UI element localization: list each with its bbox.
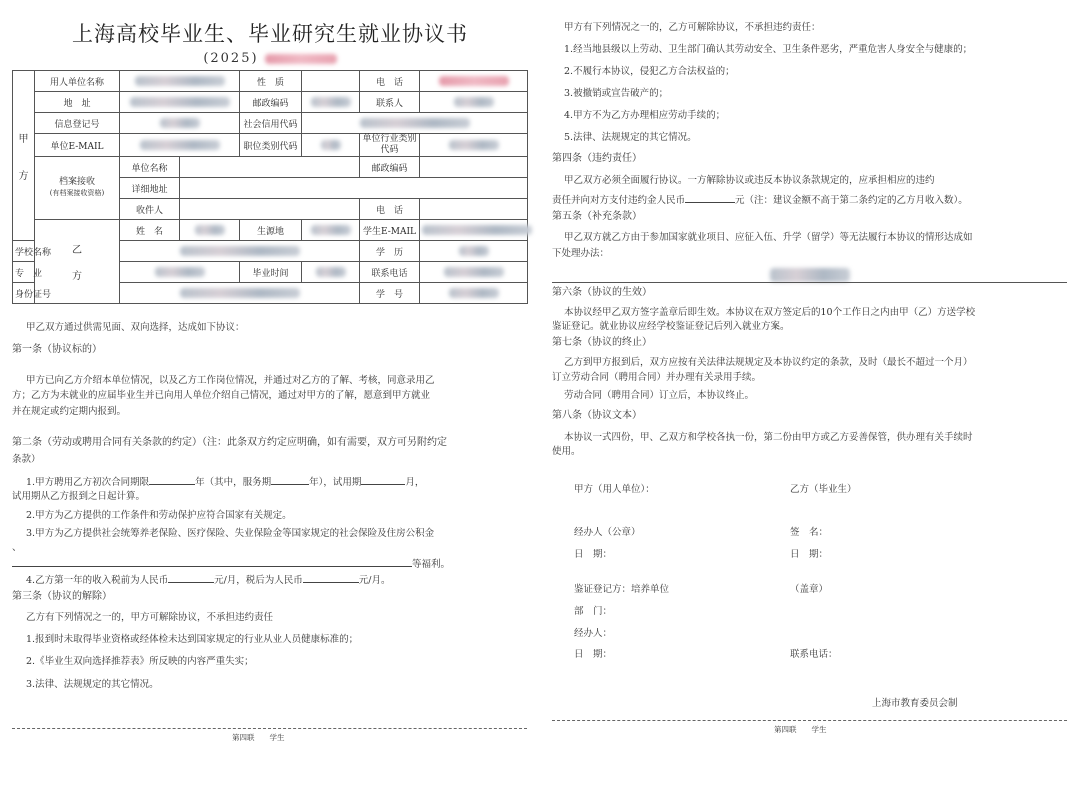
label-credit-code: 社会信用代码 bbox=[240, 113, 302, 134]
value-address[interactable] bbox=[120, 92, 240, 113]
label-education: 学 历 bbox=[360, 241, 420, 262]
value-detail-address[interactable] bbox=[180, 178, 528, 199]
article-2-title: 第二条（劳动或聘用合同有关条款的约定）（注：此条双方约定应明确，如有需要，双方可另附约定 bbox=[12, 437, 447, 448]
contact-phone-label[interactable]: 联系电话： bbox=[790, 649, 838, 660]
label-employer-name: 用人单位名称 bbox=[35, 71, 120, 92]
value-phone-2[interactable] bbox=[420, 199, 528, 220]
article-7-line-2: 订立劳动合同（聘用合同）并办理有关录用手续。 bbox=[552, 372, 762, 383]
date-a-label[interactable]: 日 期： bbox=[574, 549, 613, 560]
welfare-field[interactable] bbox=[12, 556, 412, 567]
value-employer-name[interactable] bbox=[120, 71, 240, 92]
label-unit-email: 单位E-MAIL bbox=[35, 134, 120, 157]
value-info-reg-no[interactable] bbox=[120, 113, 240, 134]
article-2-item-3-comma: 、 bbox=[12, 542, 22, 553]
article-3-intro: 乙方有下列情况之一的，甲方可解除协议，不承担违约责任 bbox=[26, 612, 274, 623]
label-phone: 电 话 bbox=[360, 71, 420, 92]
article-5-line-2: 下处理办法： bbox=[552, 248, 610, 259]
terminate-item-4: 4.甲方不为乙方办理相应劳动手续的； bbox=[564, 110, 726, 121]
label-student-email: 学生E-MAIL bbox=[360, 220, 420, 241]
article-4-line-2: 责任并向对方支付违约金人民币 元（注：建议金额不高于第二条约定的乙方月收入数）。 bbox=[552, 192, 968, 207]
label-student-no: 学 号 bbox=[360, 283, 420, 304]
year-text: (2025) bbox=[203, 51, 259, 66]
value-school-name[interactable] bbox=[120, 241, 360, 262]
after-tax-income-field[interactable] bbox=[303, 572, 359, 583]
label-nature: 性 质 bbox=[240, 71, 302, 92]
label-job-type-code: 职位类别代码 bbox=[240, 134, 302, 157]
label-unit-name: 单位名称 bbox=[120, 157, 180, 178]
article-5-title: 第五条（补充条款） bbox=[552, 211, 642, 222]
value-major[interactable] bbox=[120, 262, 240, 283]
party-b-sign-label: 乙方（毕业生） bbox=[790, 484, 857, 495]
value-student-no[interactable] bbox=[420, 283, 528, 304]
label-name: 姓 名 bbox=[120, 220, 180, 241]
article-6-line-2: 鉴证登记。就业协议应经学校鉴证登记后列入就业方案。 bbox=[552, 321, 790, 332]
service-years-field[interactable] bbox=[271, 474, 309, 485]
value-postcode-2[interactable] bbox=[420, 157, 528, 178]
agreement-intro: 甲乙双方通过供需见面、双向选择，达成如下协议： bbox=[26, 322, 245, 333]
label-postcode-2: 邮政编码 bbox=[360, 157, 420, 178]
article-2-item-3-welfare: 等福利。 bbox=[12, 556, 450, 571]
left-footer-label: 第四联 学生 bbox=[232, 733, 285, 742]
seal-label: （盖章） bbox=[790, 584, 829, 595]
document-title: 上海高校毕业生、毕业研究生就业协议书 bbox=[72, 22, 468, 46]
article-7-line-3: 劳动合同（聘用合同）订立后，本协议终止。 bbox=[564, 390, 755, 401]
value-grad-time[interactable] bbox=[302, 262, 360, 283]
article-5-line-1: 甲乙双方就乙方由于参加国家就业项目、应征入伍、升学（留学）等无法履行本协议的情形达成如 bbox=[564, 232, 973, 243]
label-industry-code: 单位行业类别代码 bbox=[360, 134, 420, 157]
value-phone[interactable] bbox=[420, 71, 528, 92]
article-4-title: 第四条（违约责任） bbox=[552, 153, 642, 164]
label-grad-time: 毕业时间 bbox=[240, 262, 302, 283]
article-2-item-2: 2.甲方为乙方提供的工作条件和劳动保护应符合国家有关规定。 bbox=[26, 510, 292, 521]
article-2-title-cont: 条款） bbox=[12, 454, 41, 465]
label-recipient: 收件人 bbox=[120, 199, 180, 220]
label-file-receive: 档案接收 (有档案接收资格) bbox=[35, 157, 120, 220]
article-3-item-2: 2.《毕业生双向选择推荐表》所反映的内容严重失实； bbox=[26, 656, 254, 667]
label-address: 地 址 bbox=[35, 92, 120, 113]
terminate-item-2: 2.不履行本协议，侵犯乙方合法权益的； bbox=[564, 66, 735, 77]
label-contact-phone: 联系电话 bbox=[360, 262, 420, 283]
article-8-title: 第八条（协议文本） bbox=[552, 410, 642, 421]
date-c-label[interactable]: 日 期： bbox=[574, 649, 613, 660]
value-id-no[interactable] bbox=[120, 283, 360, 304]
article-8-line-2: 使用。 bbox=[552, 446, 581, 457]
article-3-item-1: 1.报到时未取得毕业资格或经体检未达到国家规定的行业从业人员健康标准的； bbox=[26, 634, 359, 645]
label-info-reg-no: 信息登记号 bbox=[35, 113, 120, 134]
value-origin[interactable] bbox=[302, 220, 360, 241]
party-b-label: 乙 方 bbox=[35, 220, 120, 304]
value-unit-name[interactable] bbox=[180, 157, 360, 178]
article-8-line-1: 本协议一式四份，甲、乙双方和学校各执一份，第二份由甲方或乙方妥善保管，供办理有关手续时 bbox=[564, 432, 973, 443]
right-footer-label: 第四联 学生 bbox=[774, 725, 827, 734]
article-2-item-4: 4.乙方第一年的收入税前为人民币 元/月，税后为人民币 元/月。 bbox=[26, 572, 390, 587]
right-page bbox=[540, 0, 1080, 810]
handler-label[interactable]: 经办人： bbox=[574, 628, 613, 639]
value-credit-code[interactable] bbox=[302, 113, 528, 134]
value-name[interactable] bbox=[180, 220, 240, 241]
terminate-item-5: 5.法律、法规规定的其它情况。 bbox=[564, 132, 697, 143]
penalty-amount-field[interactable] bbox=[685, 192, 735, 203]
label-detail-address: 详细地址 bbox=[120, 178, 180, 199]
party-a-label: 甲 方 bbox=[13, 71, 35, 241]
value-job-type-code[interactable] bbox=[302, 134, 360, 157]
article-5-divider bbox=[552, 282, 1067, 283]
signature-label[interactable]: 签 名： bbox=[790, 527, 829, 538]
label-phone-2: 电 话 bbox=[360, 199, 420, 220]
value-unit-email[interactable] bbox=[120, 134, 240, 157]
left-footer-divider bbox=[12, 728, 527, 729]
party-a-sign-label: 甲方（用人单位）： bbox=[574, 484, 655, 495]
value-contact[interactable] bbox=[420, 92, 528, 113]
article-3-title: 第三条（协议的解除） bbox=[12, 591, 112, 602]
handler-seal-label: 经办人（公章） bbox=[574, 527, 641, 538]
right-footer-divider bbox=[552, 720, 1067, 721]
value-recipient[interactable] bbox=[180, 199, 360, 220]
article-1-line-1: 甲方已向乙方介绍本单位情况，以及乙方工作岗位情况，并通过对乙方的了解、考核，同意录用乙 bbox=[26, 375, 435, 386]
pre-tax-income-field[interactable] bbox=[168, 572, 214, 583]
probation-months-field[interactable] bbox=[361, 474, 405, 485]
verify-party-label: 鉴证登记方：培养单位 bbox=[574, 584, 670, 595]
article-7-title: 第七条（协议的终止） bbox=[552, 337, 652, 348]
issuer-label: 上海市教育委员会制 bbox=[872, 698, 958, 709]
label-school-name: 学校名称 bbox=[13, 241, 35, 262]
stamp-blur bbox=[265, 54, 337, 64]
registration-form-table bbox=[12, 70, 528, 304]
article-1-line-3: 并在规定或约定期内报到。 bbox=[12, 406, 127, 417]
article-6-line-1: 本协议经甲乙双方签字盖章后即生效。本协议在双方签定后的10个工作日之内由甲（乙）方送学校 bbox=[564, 307, 976, 318]
article-2-item-3: 3.甲方为乙方提供社会统筹养老保险、医疗保险、失业保险金等国家规定的社会保险及住房公积金 bbox=[26, 528, 435, 539]
article-3-item-3: 3.法律、法规规定的其它情况。 bbox=[26, 679, 159, 690]
value-education[interactable] bbox=[420, 241, 528, 262]
label-id-no: 身份证号 bbox=[13, 283, 35, 304]
article-1-line-2: 方；乙方为未就业的应届毕业生并已向用人单位介绍自己情况，通过对甲方的了解，愿意到甲方就业 bbox=[12, 390, 431, 401]
article-2-item-1: 1.甲方聘用乙方初次合同期限 年（其中，服务期 年），试用期 月， bbox=[26, 474, 424, 489]
terminate-item-1: 1.经当地县级以上劳动、卫生部门确认其劳动安全、卫生条件恶劣，严重危害人身安全与健康的； bbox=[564, 44, 973, 55]
label-postcode: 邮政编码 bbox=[240, 92, 302, 113]
article-7-line-1: 乙方到甲方报到后，双方应按有关法律法规规定及本协议约定的条款，及时（最长不超过一个月） bbox=[564, 357, 973, 368]
department-label[interactable]: 部 门： bbox=[574, 606, 613, 617]
value-contact-phone[interactable] bbox=[420, 262, 528, 283]
contract-years-field[interactable] bbox=[149, 474, 195, 485]
value-nature[interactable] bbox=[302, 71, 360, 92]
article-4-line-1: 甲乙双方必须全面履行协议。一方解除协议或违反本协议条款规定的，应承担相应的违约 bbox=[564, 175, 935, 186]
date-b-label[interactable]: 日 期： bbox=[790, 549, 829, 560]
article-1-title: 第一条（协议标的） bbox=[12, 344, 102, 355]
article-2-item-1-cont: 试用期从乙方报到之日起计算。 bbox=[12, 491, 146, 502]
supplementary-content[interactable] bbox=[770, 264, 850, 283]
article-6-title: 第六条（协议的生效） bbox=[552, 287, 652, 298]
document-year bbox=[0, 51, 540, 66]
terminate-item-3: 3.被撤销或宣告破产的； bbox=[564, 88, 669, 99]
label-contact: 联系人 bbox=[360, 92, 420, 113]
value-industry-code[interactable] bbox=[420, 134, 528, 157]
party-b-terminate-intro: 甲方有下列情况之一的，乙方可解除协议，不承担违约责任： bbox=[564, 22, 821, 33]
label-major: 专 业 bbox=[13, 262, 35, 283]
value-postcode[interactable] bbox=[302, 92, 360, 113]
label-origin: 生源地 bbox=[240, 220, 302, 241]
value-student-email[interactable] bbox=[420, 220, 528, 241]
